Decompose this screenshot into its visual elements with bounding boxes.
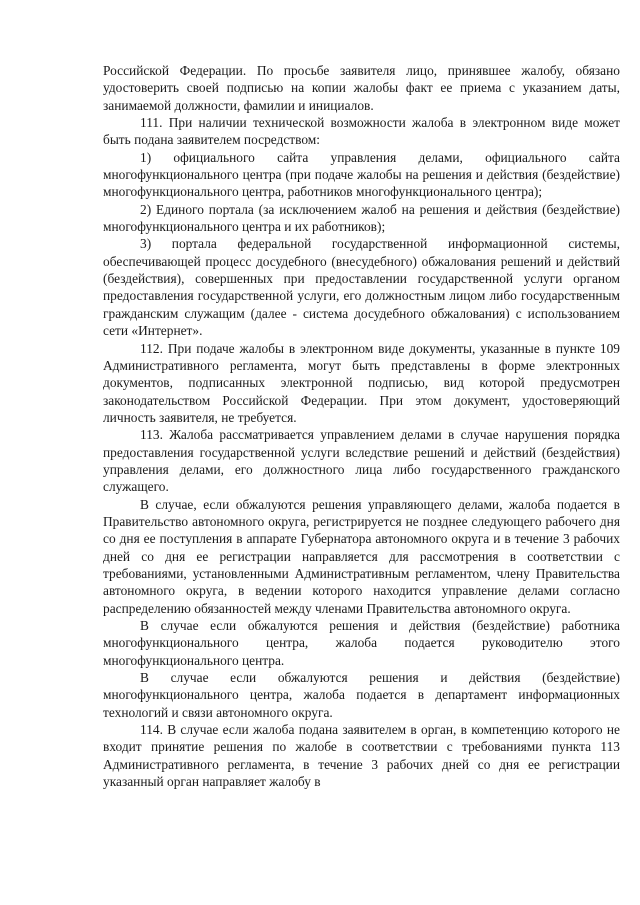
paragraph-113-case-manager: В случае, если обжалуются решения управляющего делами, жалоба подается в Правительство автономного округа, регистрируется не позднее следующего рабочего дня со дня ее поступления в аппарате Губернатора автономного округа и в течение 3 рабочих дней со дня ее регистрации направляется для рассмотрения в соответствии с требованиями, установленными Административным регламентом, члену Правительства автономного округа, в ведении которого находится управление делами согласно распределению обязанностей между членами Правительства автономного округа. — [103, 496, 620, 616]
document-page — [103, 62, 620, 790]
paragraph-111: 111. При наличии технической возможности жалоба в электронном виде может быть подана заявителем посредством: — [103, 115, 620, 148]
paragraph-113-case-mfc-worker: В случае если обжалуются решения и действия (бездействие) работника многофункционального центра, жалоба подается руководителю этого многофункционального центра. — [103, 618, 620, 668]
paragraph-111-item-3: 3) портала федеральной государственной информационной системы, обеспечивающей процесс досудебного (внесудебного) обжалования решений и действий (бездействия), совершенных при предоставлении государственной услуги органом предоставления государственной услуги, его должностным лицом либо государственным гражданским служащим (далее - система досудебного обжалования) с использованием сети «Интернет». — [103, 236, 620, 339]
paragraph-113-case-mfc: В случае если обжалуются решения и действия (бездействие) многофункционального центра, жалоба подается в департамент информационных технологий и связи автономного округа. — [103, 670, 620, 720]
paragraph-111-item-2: 2) Единого портала (за исключением жалоб на решения и действия (бездействие) многофункционального центра и их работников); — [103, 201, 620, 235]
paragraph-112: 112. При подаче жалобы в электронном виде документы, указанные в пункте 109 Административного регламента, могут быть представлены в форме электронных документов, подписанных электронной подписью, вид которой предусмотрен законодательством Российской Федерации. При этом документ, удостоверяющий личность заявителя, не требуется. — [103, 340, 620, 425]
paragraph-continuation: Российской Федерации. По просьбе заявителя лицо, принявшее жалобу, обязано удостоверить своей подписью на копии жалобы факт ее приема с указанием даты, занимаемой должности, фамилии и инициалов. — [103, 63, 620, 113]
paragraph-113: 113. Жалоба рассматривается управлением делами в случае нарушения порядка предоставления государственной услуги вследствие решений и действий (бездействия) управления делами, его должностного лица либо государственного гражданского служащего. — [103, 427, 620, 495]
paragraph-111-item-1: 1) официального сайта управления делами, официального сайта многофункционального центра (при подаче жалобы на решения и действия (бездействие) многофункционального центра, работников многофункционального центра); — [103, 149, 620, 200]
paragraph-114: 114. В случае если жалоба подана заявителем в орган, в компетенцию которого не входит принятие решения по жалобе в соответствии с требованиями пункта 113 Административного регламента, в течение 3 рабочих дней со дня ее регистрации указанный орган направляет жалобу в — [103, 722, 620, 790]
